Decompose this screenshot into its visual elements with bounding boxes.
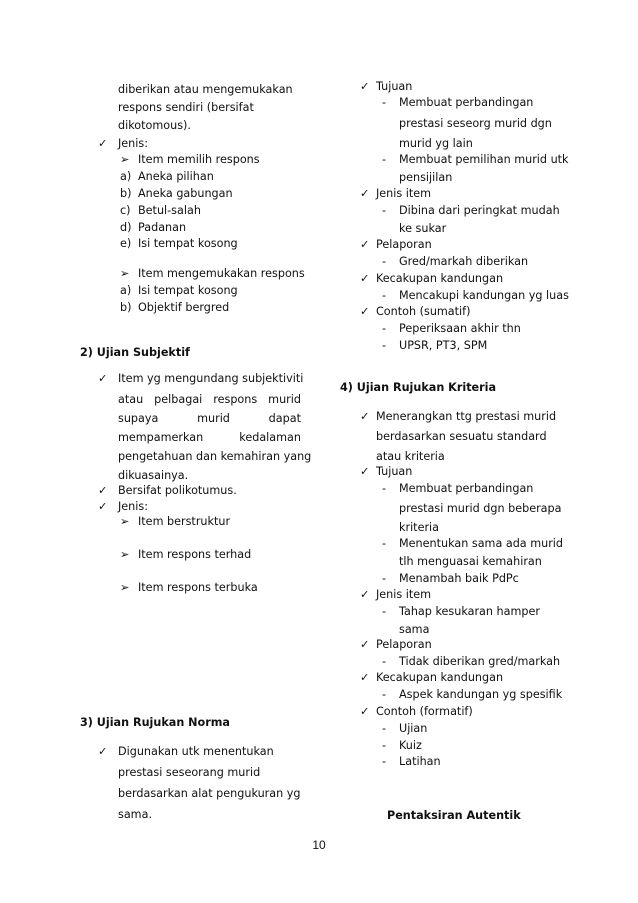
arrow-icon: ➢ (120, 515, 130, 528)
word: murid (197, 412, 230, 425)
dash-icon: - (382, 572, 387, 585)
mengemukakan-label: Item mengemukakan respons (138, 267, 305, 280)
check-icon: ✓ (360, 410, 370, 423)
pelaporan-label: Pelaporan (376, 238, 432, 251)
list-item: Aneka gabungan (138, 187, 233, 200)
word: mempamerkan (118, 431, 204, 444)
arrow-icon: ➢ (120, 581, 130, 594)
list-key: e) (120, 237, 132, 250)
check-icon: ✓ (360, 705, 370, 718)
check-icon: ✓ (98, 372, 108, 385)
section-heading-pentaksiran-autentik: Pentaksiran Autentik (387, 809, 521, 822)
word: kedalaman (239, 431, 301, 444)
section-heading-ujian-rujukan-norma: 3) Ujian Rujukan Norma (80, 716, 230, 729)
jenis-label: Jenis: (118, 500, 148, 513)
check-icon: ✓ (360, 305, 370, 318)
list-item: Menambah baik PdPc (399, 572, 519, 585)
paragraph-line: Menerangkan ttg prestasi murid (376, 410, 557, 423)
paragraph-line (118, 431, 301, 445)
dash-icon: - (382, 722, 387, 735)
paragraph-line (118, 412, 301, 426)
list-item: Dibina dari peringkat mudah (399, 204, 560, 217)
page-number: 10 (312, 838, 326, 852)
list-item: Tahap kesukaran hamper (399, 605, 540, 618)
jenis-item-label: Jenis item (376, 588, 432, 601)
word: murid (268, 393, 301, 406)
list-item: kriteria (399, 521, 440, 534)
dash-icon: - (382, 255, 387, 268)
word: pelbagai (154, 393, 203, 406)
list-item: Objektif bergred (138, 301, 230, 314)
list-item: Membuat pemilihan murid utk (399, 153, 569, 166)
list-item: Ujian (399, 722, 428, 735)
paragraph-line: pengetahuan dan kemahiran yang (118, 450, 312, 463)
dash-icon: - (382, 96, 387, 109)
dash-icon: - (382, 655, 387, 668)
dash-icon: - (382, 537, 387, 550)
list-item: Latihan (399, 755, 441, 768)
dash-icon: - (382, 339, 387, 352)
intro-line-3: dikotomous). (118, 119, 191, 132)
list-item: Item respons terhad (138, 548, 252, 561)
arrow-icon: ➢ (120, 267, 130, 280)
paragraph-line: sama. (118, 808, 152, 821)
contoh-label: Contoh (formatif) (376, 705, 473, 718)
section-heading-ujian-subjektif: 2) Ujian Subjektif (80, 346, 190, 359)
check-icon: ✓ (360, 588, 370, 601)
paragraph-line: prestasi seseorang murid (118, 766, 261, 779)
list-key: c) (120, 204, 131, 217)
memilih-label: Item memilih respons (138, 153, 260, 166)
tujuan-label: Tujuan (376, 465, 413, 478)
section-heading-ujian-rujukan-kriteria: 4) Ujian Rujukan Kriteria (340, 381, 497, 394)
check-icon: ✓ (360, 638, 370, 651)
check-icon: ✓ (98, 500, 108, 513)
paragraph-line: berdasarkan alat pengukuran yg (118, 787, 301, 800)
list-item: prestasi murid dgn beberapa (399, 502, 562, 515)
word: supaya (118, 412, 159, 425)
contoh-label: Contoh (sumatif) (376, 305, 471, 318)
paragraph-line: Digunakan utk menentukan (118, 745, 274, 758)
tujuan-label: Tujuan (376, 80, 413, 93)
jenis-item-label: Jenis item (376, 187, 432, 200)
check-icon: ✓ (98, 137, 108, 150)
word: dapat (268, 412, 301, 425)
list-item: Kuiz (399, 739, 422, 752)
list-item: Isi tempat kosong (138, 237, 238, 250)
list-item: Menentukan sama ada murid (399, 537, 564, 550)
list-item: UPSR, PT3, SPM (399, 339, 488, 352)
polikotumus-line: Bersifat polikotumus. (118, 484, 237, 497)
dash-icon: - (382, 605, 387, 618)
list-item: Padanan (138, 221, 187, 234)
jenis-label: Jenis: (118, 137, 148, 150)
arrow-icon: ➢ (120, 153, 130, 166)
list-item: Betul-salah (138, 204, 201, 217)
word: respons (213, 393, 258, 406)
check-icon: ✓ (360, 671, 370, 684)
list-key: b) (120, 301, 132, 314)
intro-line-1: diberikan atau mengemukakan (118, 83, 293, 96)
kecakupan-label: Kecakupan kandungan (376, 671, 504, 684)
list-item: prestasi seseorg murid dgn (399, 117, 552, 130)
list-item: Peperiksaan akhir thn (399, 322, 521, 335)
list-item: Gred/markah diberikan (399, 255, 529, 268)
pelaporan-label: Pelaporan (376, 638, 432, 651)
check-icon: ✓ (360, 238, 370, 251)
dash-icon: - (382, 688, 387, 701)
list-item: Aneka pilihan (138, 170, 214, 183)
check-icon: ✓ (360, 272, 370, 285)
list-item: Item respons terbuka (138, 581, 258, 594)
check-icon: ✓ (360, 187, 370, 200)
dash-icon: - (382, 153, 387, 166)
arrow-icon: ➢ (120, 548, 130, 561)
dash-icon: - (382, 739, 387, 752)
list-key: b) (120, 187, 132, 200)
list-item: ke sukar (399, 222, 447, 235)
list-item: Mencakupi kandungan yg luas (399, 289, 569, 302)
list-item: tlh menguasai kemahiran (399, 555, 542, 568)
list-item: Tidak diberikan gred/markah (399, 655, 561, 668)
dash-icon: - (382, 755, 387, 768)
paragraph-line: atau kriteria (376, 450, 445, 463)
check-icon: ✓ (98, 484, 108, 497)
check-icon: ✓ (360, 465, 370, 478)
kecakupan-label: Kecakupan kandungan (376, 272, 504, 285)
paragraph-line: dikuasainya. (118, 469, 189, 482)
list-key: a) (120, 284, 132, 297)
list-item: Membuat perbandingan (399, 96, 534, 109)
list-item: sama (399, 623, 430, 636)
list-item: Isi tempat kosong (138, 284, 238, 297)
dash-icon: - (382, 482, 387, 495)
intro-line-2: respons sendiri (bersifat (118, 101, 254, 114)
list-key: d) (120, 221, 132, 234)
paragraph-line: Item yg mengundang subjektiviti (118, 372, 304, 385)
paragraph-line: berdasarkan sesuatu standard (376, 430, 547, 443)
dash-icon: - (382, 204, 387, 217)
list-item: Membuat perbandingan (399, 482, 534, 495)
check-icon: ✓ (98, 745, 108, 758)
dash-icon: - (382, 289, 387, 302)
list-key: a) (120, 170, 132, 183)
list-item: murid yg lain (399, 137, 473, 150)
word: atau (118, 393, 144, 406)
paragraph-line (118, 393, 301, 407)
list-item: Aspek kandungan yg spesifik (399, 688, 563, 701)
list-item: Item berstruktur (138, 515, 231, 528)
check-icon: ✓ (360, 80, 370, 93)
list-item: pensijilan (399, 171, 453, 184)
dash-icon: - (382, 322, 387, 335)
